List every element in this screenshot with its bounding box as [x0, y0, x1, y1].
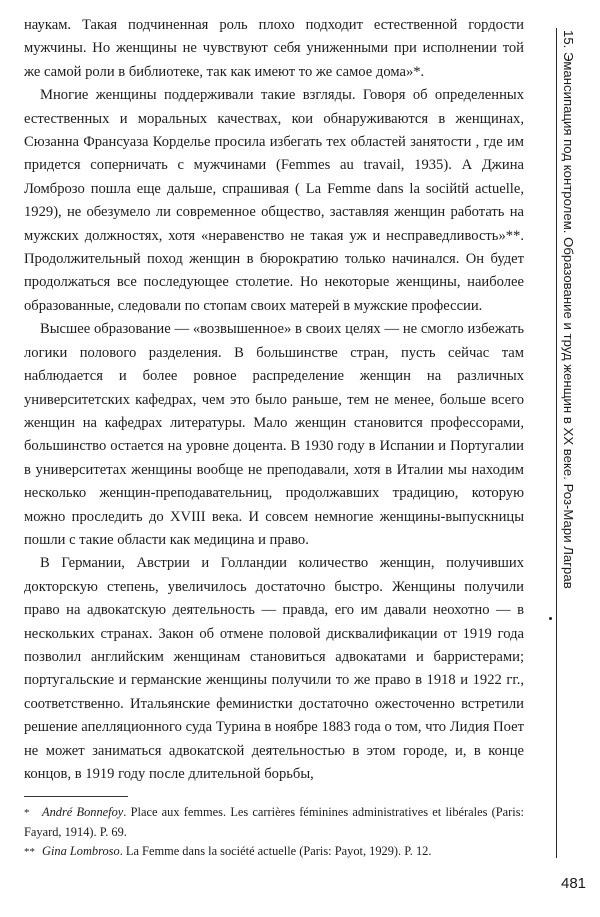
- footnote-2-author: Gina Lombroso: [42, 844, 120, 858]
- footnote-rule: [24, 796, 128, 797]
- footnotes: [24, 803, 524, 862]
- footnote-1: [24, 803, 524, 842]
- margin-dot: [549, 617, 552, 620]
- footnote-1-author: André Bonnefoy: [42, 805, 124, 819]
- page-number: 481: [561, 875, 587, 892]
- running-header-rule: [556, 28, 557, 858]
- footnote-1-text: . Place aux femmes. Les carrières féminines administratives et libérales (Paris: Fayard, 1914). P. 69.: [24, 805, 524, 839]
- paragraph-3: Высшее образование — «возвышенное» в своих целях — не смогло избежать логики полового разделения. В большинстве стран, пусть сейчас там наблюдается и более ровное распределение женщин на различных университетских кафедрах, чем это было раньше, тем не менее, больше всего женщин на кафедрах литературы. Мало женщин становится профессорами, большинство остается на уровне доцента. В 1930 году в Испании и Португалии в университетах женщины вообще не преподавали, хотя в Италии мы находим несколько женщин-преподавательниц, продолжавших традицию, которую можно проследить до XVIII века. И совсем немногие женщины-выпускницы пошли с такие области как медицина и право.: [24, 321, 524, 548]
- footnote-1-mark: *: [24, 807, 30, 819]
- footnote-2-text: . La Femme dans la société actuelle (Paris: Payot, 1929). P. 12.: [119, 844, 432, 858]
- paragraph-2: Многие женщины поддерживали такие взгляды. Говоря об определенных естественных и моральных качествах, кои обнаруживаются в женщинах, Сюзанна Франсуаза Корделье просила избегать тех областей занятости , где им придется соперничать с мужчинами (Femmes au travail, 1935). А Джина Ломброзо пошла еще дальше, спрашивая ( La Femme dans la sociйtй actuelle, 1929), не обезумело ли современное общество, заставляя женщин работать на мужских должностях, хотя «неравенство не такая уж и несправедливость»**. Продолжительный поход женщин в бюрократию только начинался. Он будет продолжаться все последующее столетие. Но некоторые женщины, наиболее образованные, следовали по стопам своих матерей в мужские профессии.: [24, 87, 524, 314]
- footnote-2: [24, 842, 524, 862]
- running-header: [560, 30, 578, 670]
- footnote-2-mark: **: [24, 846, 35, 858]
- paragraph-4: В Германии, Австрии и Голландии количество женщин, получивших докторскую степень, увеличилось достаточно быстро. Женщины получили право на адвокатскую деятельность — правда, его им давали неохотно — в нескольких странах. Закон об отмене половой дисквалификации от 1919 года позволил английским женщинам становиться адвокатами и барристерами; португальские и германские женщины получили то же право в 1918 и 1922 гг., соответственно. Итальянские феминистки достаточно ожесточенно встретили решение апелляционного суда Турина в ноябре 1883 года о том, что Лидия Поет не может заниматься адвокатской деятельностью в этом городе, и, в конце концов, в 1919 году после длительной борьбы,: [24, 555, 524, 782]
- main-text: [24, 14, 524, 786]
- paragraph-1: наукам. Такая подчиненная роль плохо подходит естественной гордости мужчины. Но женщины не чувствуют себя униженными при исполнении той же самой роли в библиотеке, так как имеют то же самое дома»*.: [24, 17, 524, 80]
- running-header-text: 15. Эмансипация под контролем. Образование и труд женщин в XX веке. Роз-Мари Лаграв: [561, 30, 576, 589]
